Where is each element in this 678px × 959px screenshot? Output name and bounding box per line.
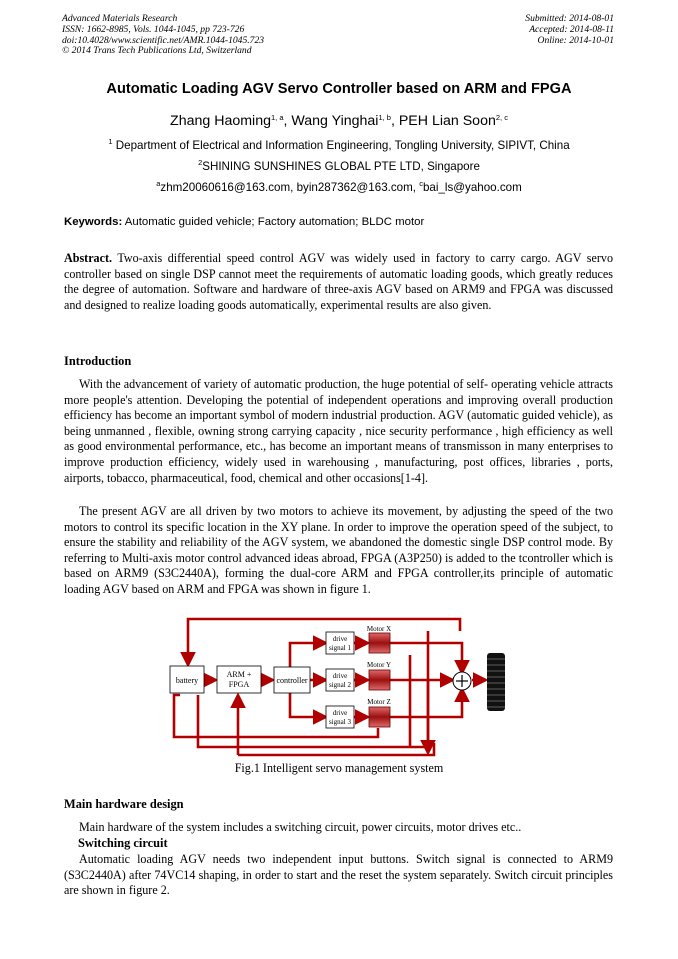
motor-y-label: Motor Y [366, 661, 392, 669]
battery-label: battery [175, 676, 199, 685]
abstract-label: Abstract. [64, 251, 113, 265]
journal-info [62, 14, 264, 57]
email: bai_ls@yahoo.com [422, 181, 522, 194]
journal-copyright: © 2014 Trans Tech Publications Ltd, Switzerland [62, 45, 252, 57]
drive-signal-1-label: signal 1 [329, 644, 351, 652]
author-sup: 1, a [271, 113, 284, 122]
email: zhm20060616@163.com [160, 181, 291, 194]
affiliation-text: SHINING SUNSHINES GLOBAL PTE LTD, Singapore [202, 160, 480, 173]
intro-paragraph-1: With the advancement of variety of automatic production, the huge potential of self- operating vehicle attracts more people's attention. Developing the potential of independent operations and improving overall production efficiency has become an important symbol of modern industrial production. AGV (automatic guided vehicle), as being unmanned , flexible, owning strong carrying capacity , nice security performance , high efficiency as well as good environmental performance, etc., has become an important means of transmisson in many enterprises to improve production efficiency, widely used in warehousing , manufacturing, post offices, libraries , ports, airports, tobacco, pharmaceutical, food, chemical and other occasions[1-4]. [64, 377, 613, 485]
section-heading-introduction: Introduction [64, 354, 132, 368]
author-name: Wang Yinghai [291, 113, 379, 129]
servo-system-diagram [160, 613, 530, 763]
motor-x-block [369, 633, 390, 653]
abstract-text: Two-axis differential speed control AGV was widely used in factory to carry cargo. AGV servo controller based on single DSP cannot meet the requirements of automatic loading goods, which greatly reduces the degree of automation. Software and hardware of three-axis AGV based on ARM9 and FPGA was discussed and designed to realize loading goods automatically, experimental results are also given. [64, 251, 613, 312]
motor-x-label: Motor X [366, 625, 392, 633]
wheel-icon [487, 653, 505, 711]
keywords-label: Keywords: [64, 216, 123, 228]
email-sup: c [419, 179, 423, 188]
online-date: Online: 2014-10-01 [537, 34, 614, 46]
accepted-date: Accepted: 2014-08-11 [529, 23, 614, 35]
affiliation-2 [0, 160, 678, 173]
author-sup: 2, c [495, 113, 508, 122]
hardware-paragraph-2: Automatic loading AGV needs two independent input buttons. Switch signal is connected to ARM9 (S3C2440A) after 74VC14 shaping, in order to start and the reset the system separately. Switch circuit principles are shown in figure 2. [64, 852, 613, 898]
drive-signal-2-label: signal 2 [329, 681, 351, 689]
subsection-heading-switching: Switching circuit [78, 836, 168, 850]
affiliation-sup: 2 [198, 158, 203, 167]
controller-label: controller [276, 676, 308, 685]
figure-1 [160, 613, 530, 763]
figure-1-caption: Fig.1 Intelligent servo management system [234, 761, 444, 775]
author-name: Zhang Haoming [170, 113, 271, 129]
author-emails: $^a$zhm20060616@163.com, byin287362@163.com, $^c$bai_ls@yahoo.com [156, 179, 522, 194]
summing-junction [453, 672, 471, 690]
drive-label: drive [332, 635, 348, 643]
arm-fpga-label-2: FPGA [228, 680, 250, 689]
journal-issn: ISSN: 1662-8985, Vols. 1044-1045, pp 723-726 [62, 23, 245, 35]
journal-name: Advanced Materials Research [62, 13, 178, 24]
paper-title: Automatic Loading AGV Servo Controller based on ARM and FPGA [106, 81, 572, 97]
drive-label: drive [332, 672, 348, 680]
affiliation-1 [0, 139, 678, 152]
motor-y-block [369, 670, 390, 690]
submitted-date: Submitted: 2014-08-01 [525, 13, 614, 24]
author-name: PEH Lian Soon [398, 113, 496, 129]
journal-doi: doi:10.4028/www.scientific.net/AMR.1044-1045.723 [62, 34, 265, 46]
arm-fpga-label-1: ARM + [226, 670, 252, 679]
submission-dates [525, 14, 614, 46]
affiliation-sup: 1 [108, 137, 113, 146]
drive-label: drive [332, 709, 348, 717]
email: byin287362@163.com [296, 181, 413, 194]
abstract [64, 251, 613, 313]
email-sup: a [156, 179, 161, 188]
affiliation-text: Department of Electrical and Information Engineering, Tongling University, SIPIVT, China [115, 139, 570, 152]
motor-z-block [369, 707, 390, 727]
keywords [64, 216, 616, 228]
keywords-text: Automatic guided vehicle; Factory automation; BLDC motor [124, 216, 425, 228]
section-heading-hardware: Main hardware design [64, 797, 184, 811]
hardware-paragraph-1: Main hardware of the system includes a switching circuit, power circuits, motor drives etc.. [79, 820, 522, 834]
author-list: Zhang Haoming$^{1, a}$, Wang Yinghai$^{1, b}$, PEH Lian Soon$^{2, c}$ [170, 113, 508, 129]
author-sup: 1, b [378, 113, 391, 122]
drive-signal-3-label: signal 3 [329, 718, 351, 726]
motor-z-label: Motor Z [367, 698, 391, 706]
intro-paragraph-2: The present AGV are all driven by two motors to achieve its movement, by adjusting the speed of the two motors to control its specific location in the XY plane. In order to improve the operation speed of the subject, to ensure the stability and reliability of the AGV system, we abandoned the domestic single DSP control mode. By referring to Multi-axis motor control advanced ideas abroad, FPGA (A3P250) is added to the tcontroller which is based on ARM9 (S3C2440A), forming the dual-core ARM and FPGA controller,its principle of automatic loading AGV based on ARM and FPGA was shown in figure 1. [64, 504, 613, 596]
